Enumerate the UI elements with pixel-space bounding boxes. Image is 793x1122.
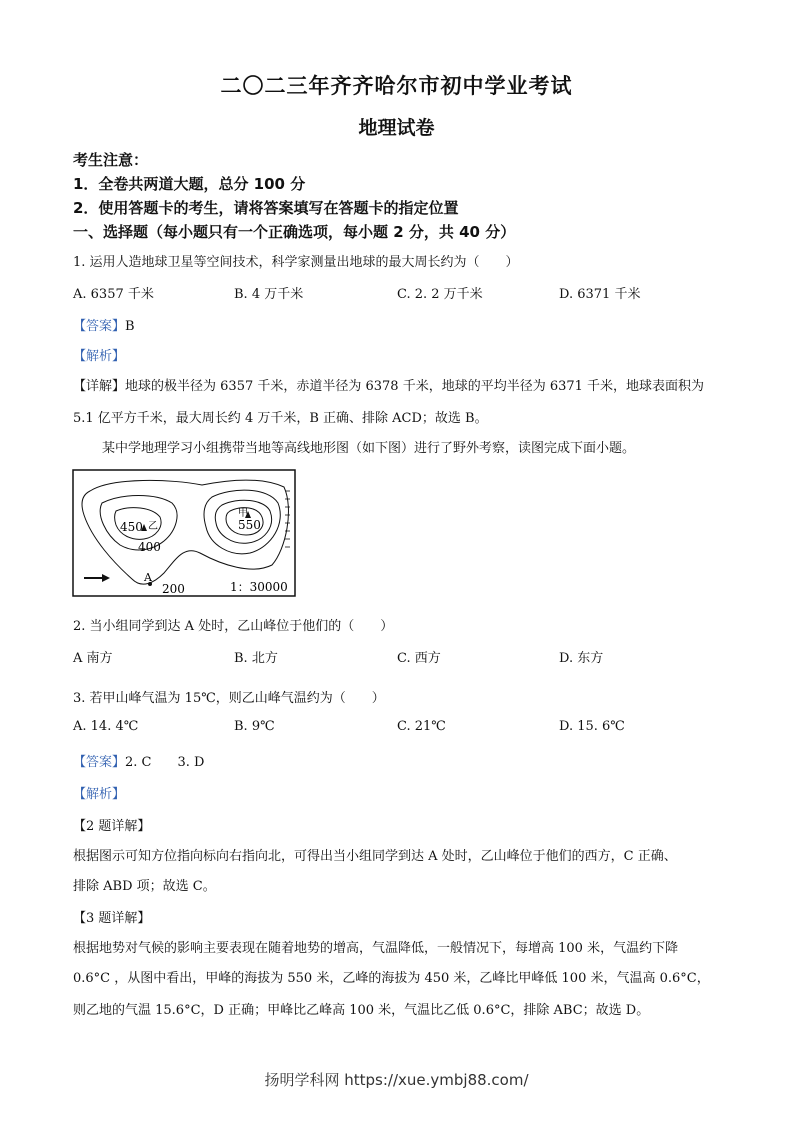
q3-stem: 3. 若甲山峰气温为 15℃，则乙山峰气温约为（ ）: [73, 691, 385, 706]
detail-text: 地球的极半径为 6357 千米，赤道半径为 6378 千米，地球的平均半径为 6371 千米，地球表面积为: [125, 379, 705, 394]
label-a: A: [144, 571, 152, 584]
map-scale: 1：30000: [230, 580, 288, 594]
q3-option-c: C. 21℃: [397, 719, 446, 734]
q1-option-d: D. 6371 千米: [559, 287, 641, 302]
answer-tag: 【答案】: [73, 319, 126, 334]
q3-detail-line-2: 0.6°C ，从图中看出，甲峰的海拔为 550 米，乙峰的海拔为 450 米，乙峰比甲峰低 100 米，气温高 0.6°C，: [73, 971, 710, 986]
notice-item-1: 1．全卷共两道大题，总分 100 分: [73, 175, 306, 193]
q3-option-b: B. 9℃: [234, 719, 275, 734]
q3-detail-line-1: 根据地势对气候的影响主要表现在随着地势的增高，气温降低，一般情况下，每增高 100 米，气温约下降: [73, 941, 679, 956]
q1-analysis-tag: 【解析】: [73, 349, 126, 364]
label-jia: 甲: [238, 508, 248, 519]
q3-option-a: A. 14. 4℃: [73, 719, 139, 734]
q1-option-b: B. 4 万千米: [234, 287, 304, 302]
q1-option-a: A. 6357 千米: [73, 287, 154, 302]
notice-item-2: 2．使用答题卡的考生，请将答案填写在答题卡的指定位置: [73, 199, 459, 217]
contour-map: [72, 469, 296, 597]
q3-detail-tag: 【3 题详解】: [73, 911, 151, 926]
q1-answer: B: [125, 319, 135, 334]
q2-option-d: D. 东方: [559, 651, 604, 666]
q2-detail-line-2: 排除 ABD 项；故选 C。: [73, 879, 216, 894]
q23-answer: 2. C 3. D: [125, 755, 205, 770]
q3-detail-line-3: 则乙地的气温 15.6°C，D 正确；甲峰比乙峰高 100 米，气温比乙低 0.6°C，排除 ABC；故选 D。: [73, 1003, 650, 1018]
q2-option-a: A 南方: [73, 651, 113, 666]
label-550: 550: [238, 518, 261, 532]
notice-heading: 考生注意：: [73, 151, 149, 169]
page-footer: 扬明学科网 https://xue.ymbj88.com/: [264, 1071, 529, 1089]
answer-tag: 【答案】: [73, 755, 126, 770]
section-heading: 一、选择题（每小题只有一个正确选项，每小题 2 分，共 40 分）: [73, 223, 516, 241]
label-200: 200: [162, 582, 185, 596]
q1-option-c: C. 2. 2 万千米: [397, 287, 483, 302]
q2-option-b: B. 北方: [234, 651, 278, 666]
contour-map-svg: [72, 469, 296, 597]
q23-analysis-tag: 【解析】: [73, 787, 126, 802]
context-intro: 某中学地理学习小组携带当地等高线地形图（如下图）进行了野外考察，读图完成下面小题。: [102, 441, 636, 456]
q1-stem: 1. 运用人造地球卫星等空间技术，科学家测量出地球的最大周长约为（ ）: [73, 255, 519, 270]
q2-option-c: C. 西方: [397, 651, 441, 666]
detail-tag: 【详解】: [73, 379, 126, 394]
q1-answer-line: [73, 315, 135, 334]
q2-stem: 2. 当小组同学到达 A 处时，乙山峰位于他们的（ ）: [73, 619, 394, 634]
q2-detail-tag: 【2 题详解】: [73, 819, 151, 834]
exam-title: 二〇二三年齐齐哈尔市初中学业考试: [220, 74, 573, 98]
exam-subtitle: 地理试卷: [358, 117, 435, 139]
label-400: 400: [138, 540, 161, 554]
q2-detail-line-1: 根据图示可知方位指向标向右指向北，可得出当小组同学到达 A 处时，乙山峰位于他们的西方，C 正确、: [73, 849, 677, 864]
label-yi: 乙: [148, 521, 158, 532]
q1-detail-line-1: [73, 375, 704, 394]
q3-option-d: D. 15. 6℃: [559, 719, 625, 734]
q1-detail-line-2: 5.1 亿平方千米，最大周长约 4 万千米，B 正确、排除 ACD；故选 B。: [73, 411, 488, 426]
label-450: 450: [120, 520, 143, 534]
q23-answer-line: [73, 751, 204, 770]
